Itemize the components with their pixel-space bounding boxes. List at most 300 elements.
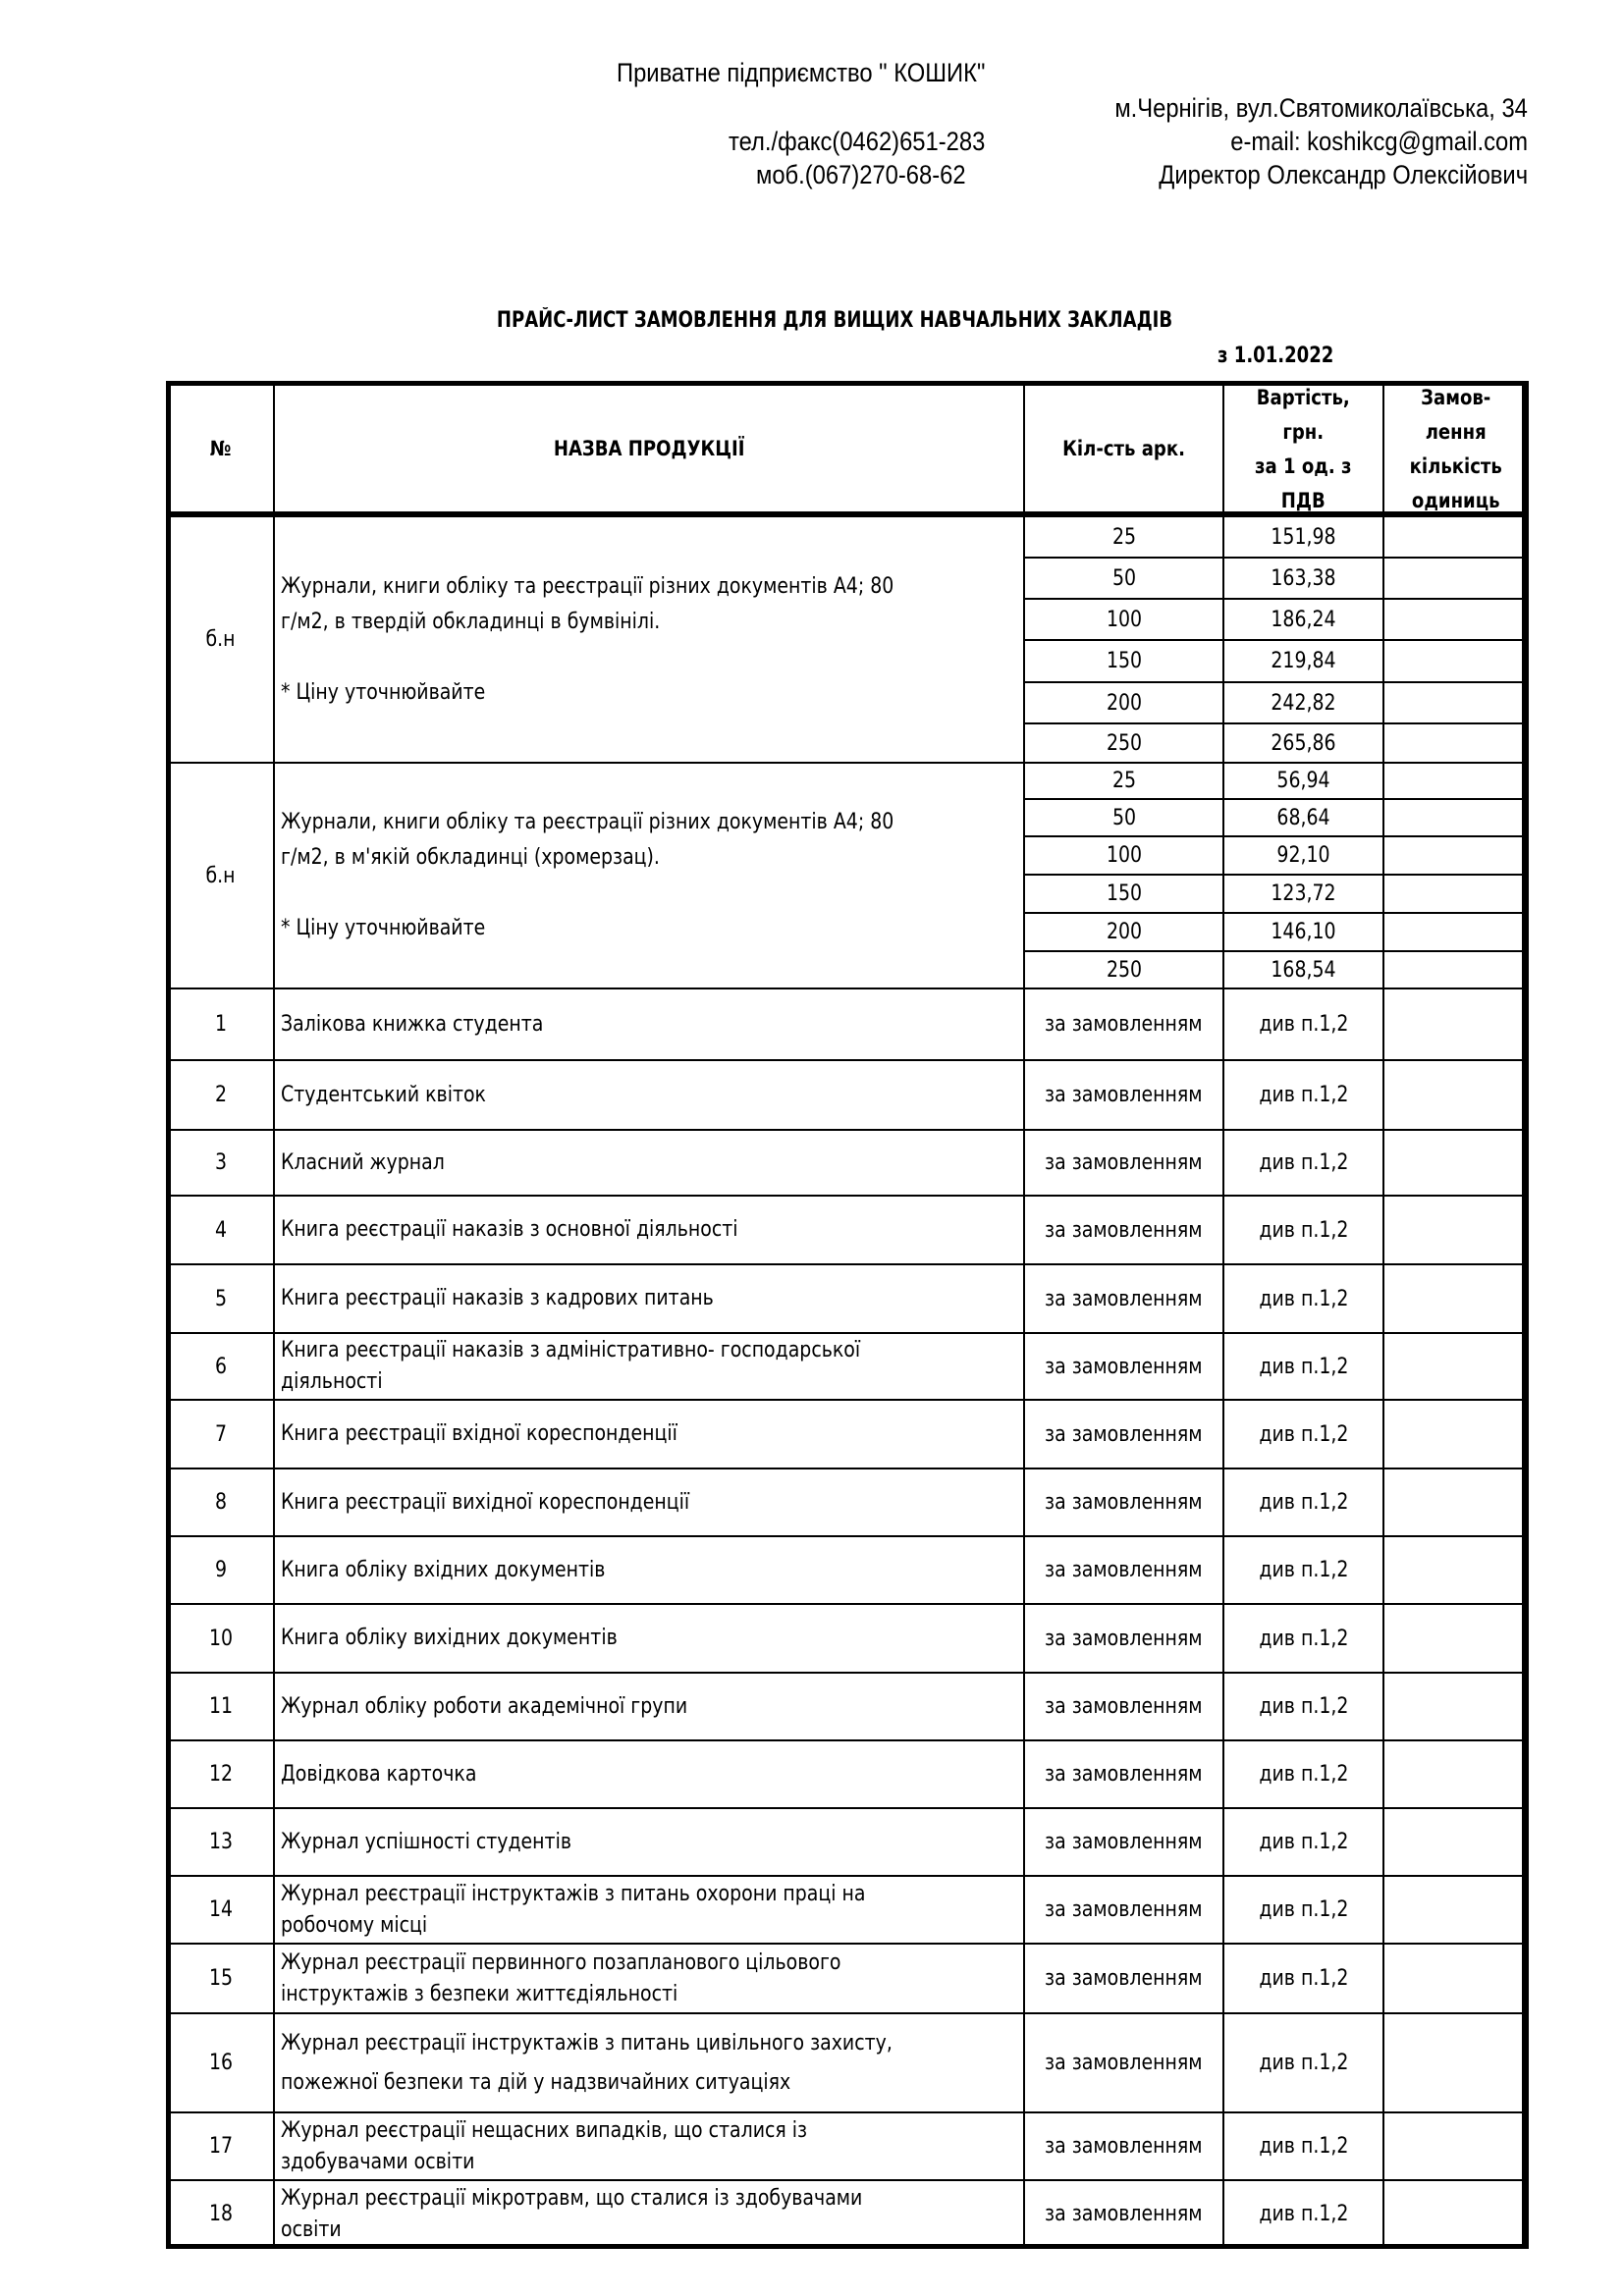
item-price-text-line: див п.1,2 (1258, 2202, 1349, 2226)
item-num-text-line: 13 (208, 1830, 233, 1854)
item-sheets-text-line: за замовленням (1045, 1150, 1203, 1175)
item-sheets-text (1045, 1490, 1202, 1515)
item-num-text (208, 1627, 232, 1651)
header-sheets-text-line: Кіл-сть арк. (1062, 437, 1185, 460)
item-sheets-text-line: за замовленням (1045, 2051, 1203, 2075)
price-value-line: 123,72 (1271, 881, 1336, 906)
item-sheets-text-line: за замовленням (1045, 1217, 1203, 1243)
order-quantity-input[interactable] (1382, 1332, 1529, 1401)
item-name (273, 1535, 1025, 1605)
order-quantity-input[interactable] (1382, 1399, 1529, 1469)
item-name-text-line: інструктажів з безпеки життєдіяльності (281, 1981, 678, 2006)
item-sheets-text-line: за замовленням (1045, 1762, 1203, 1787)
group-num (166, 515, 275, 764)
company-mobile: моб.(067)270-68-62 (756, 160, 966, 189)
company-email: e-mail: koshikcg@gmail.com (1230, 127, 1528, 156)
group-name (273, 515, 1025, 764)
item-name-text-line: Книга обліку вхідних документів (281, 1557, 606, 1582)
item-sheets-text (1045, 1287, 1202, 1311)
price-cell (1222, 950, 1384, 989)
sheets-value (1111, 566, 1135, 591)
order-quantity-input[interactable] (1382, 1603, 1529, 1674)
item-name-text-line: Книга реєстрації вхідної кореспонденції (281, 1421, 677, 1446)
item-name-text (281, 1757, 476, 1792)
item-name-text-line: Журнал реєстрації мікротравм, що сталися із здобувачами (281, 2185, 863, 2211)
item-price-text-line: див п.1,2 (1258, 1897, 1349, 1922)
item-name (273, 1603, 1025, 1674)
price-value-line: 163,38 (1271, 565, 1336, 591)
company-phone: тел./факс(0462)651-283 (729, 127, 986, 156)
price-value-line: 186,24 (1271, 607, 1336, 632)
sheets-cell (1023, 681, 1224, 724)
header-name-text-line: НАЗВА ПРОДУКЦІЇ (553, 437, 745, 460)
item-name-text-line: Журнал успішності студентів (281, 1829, 571, 1854)
item-sheets-text (1045, 1627, 1202, 1651)
item-price-text (1259, 1287, 1348, 1311)
item-price (1222, 988, 1384, 1061)
sheets-cell (1023, 515, 1224, 559)
group-num-text (205, 864, 235, 888)
header-name (273, 381, 1025, 517)
header-price-text-line: грн. (1282, 419, 1325, 444)
header-sheets-text (1062, 432, 1185, 466)
sheets-value-line: 250 (1106, 957, 1142, 983)
price-value (1271, 731, 1335, 756)
item-price-text-line: див п.1,2 (1258, 1286, 1349, 1311)
item-num-text (214, 1355, 226, 1379)
price-date: з 1.01.2022 (1218, 344, 1334, 368)
order-quantity-input[interactable] (1382, 835, 1529, 876)
item-sheets-text (1045, 1762, 1202, 1787)
item-name-text (281, 1553, 605, 1588)
item-name (273, 1059, 1025, 1131)
item-price (1222, 1807, 1384, 1877)
header-divider (166, 511, 1527, 517)
item-num-text-line: 11 (208, 1694, 233, 1719)
item-num (166, 1129, 275, 1197)
item-num (166, 1263, 275, 1334)
header-order (1382, 381, 1529, 517)
item-sheets (1023, 1875, 1224, 1945)
item-name-text-line: робочому місці (281, 1912, 428, 1938)
item-sheets (1023, 2012, 1224, 2113)
order-quantity-input[interactable] (1382, 912, 1529, 952)
item-price-text-line: див п.1,2 (1258, 1012, 1349, 1037)
price-note: * Ціну уточнюйвайте (281, 679, 486, 705)
item-price-text (1259, 1490, 1348, 1515)
item-price (1222, 1468, 1384, 1537)
item-sheets-text (1045, 1897, 1202, 1922)
item-price-text (1259, 1627, 1348, 1651)
item-price-text-line: див п.1,2 (1258, 1694, 1349, 1719)
item-num (166, 1468, 275, 1537)
item-num-text-line: 2 (214, 1083, 227, 1107)
item-price (1222, 2012, 1384, 2113)
sheets-cell (1023, 598, 1224, 641)
item-price (1222, 1332, 1384, 1401)
order-quantity-input[interactable] (1382, 1807, 1529, 1877)
item-num-text-line: 8 (214, 1490, 227, 1515)
item-num-text-line: 14 (208, 1897, 233, 1922)
item-sheets (1023, 2179, 1224, 2249)
item-price-text-line: див п.1,2 (1258, 1626, 1349, 1651)
sheets-value-line: 50 (1111, 565, 1136, 591)
item-price-text-line: див п.1,2 (1258, 1217, 1349, 1243)
item-price-text-line: див п.1,2 (1258, 1354, 1349, 1379)
item-num-text (214, 1083, 226, 1107)
item-name-text-line: здобувачами освіти (281, 2149, 475, 2174)
price-cell (1222, 762, 1384, 800)
item-num-text (214, 1558, 226, 1582)
item-name-text (281, 1146, 445, 1181)
group-name-line: г/м2, в м'якій обкладинці (хромерзац). (281, 845, 660, 870)
item-name-text-line: Студентський квіток (281, 1082, 486, 1107)
sheets-cell (1023, 557, 1224, 600)
price-cell (1222, 515, 1384, 559)
item-sheets-text (1045, 1012, 1202, 1037)
sheets-value (1111, 525, 1135, 550)
order-quantity-input[interactable] (1382, 1468, 1529, 1537)
item-name-text (281, 1281, 714, 1316)
item-name (273, 1399, 1025, 1469)
item-sheets-text-line: за замовленням (1045, 1966, 1203, 1991)
sheets-value-line: 50 (1111, 805, 1136, 830)
sheets-value-line: 150 (1106, 881, 1142, 906)
sheets-value (1106, 649, 1141, 673)
price-cell (1222, 681, 1384, 724)
item-name-text (281, 2024, 893, 2103)
item-sheets-text-line: за замовленням (1045, 1694, 1203, 1719)
header-order-text-line: кількість (1409, 454, 1502, 478)
order-quantity-input[interactable] (1382, 950, 1529, 989)
header-price (1222, 381, 1384, 517)
item-price-text (1259, 1355, 1348, 1379)
order-quantity-input[interactable] (1382, 557, 1529, 600)
item-sheets-text-line: за замовленням (1045, 1830, 1203, 1854)
item-price-text (1259, 1762, 1348, 1787)
item-num-text (208, 1830, 232, 1854)
item-num (166, 1875, 275, 1945)
item-price (1222, 1195, 1384, 1265)
item-num (166, 1399, 275, 1469)
item-num (166, 1603, 275, 1674)
item-name (273, 988, 1025, 1061)
item-price-text-line: див п.1,2 (1258, 1490, 1349, 1515)
header-order-text-line: одиниць (1411, 488, 1500, 512)
item-num-text-line: 3 (214, 1150, 227, 1175)
item-price-text-line: див п.1,2 (1258, 1830, 1349, 1854)
item-name (273, 1195, 1025, 1265)
item-sheets (1023, 1807, 1224, 1877)
item-price-text-line: див п.1,2 (1258, 2051, 1349, 2075)
order-quantity-input[interactable] (1382, 639, 1529, 683)
group-name-line: Журнали, книги обліку та реєстрації різних документів А4; 80 (281, 573, 894, 599)
sheets-value-line: 25 (1111, 769, 1136, 793)
item-price (1222, 1739, 1384, 1809)
item-name (273, 1739, 1025, 1809)
item-price-text (1259, 2051, 1348, 2075)
item-price (1222, 1603, 1384, 1674)
item-price-text (1259, 2202, 1348, 2226)
header-name-text (554, 432, 745, 466)
header-price-text (1255, 381, 1351, 518)
price-cell (1222, 798, 1384, 837)
item-num-text (214, 1287, 226, 1311)
item-sheets-text-line: за замовленням (1045, 1354, 1203, 1379)
item-sheets (1023, 1739, 1224, 1809)
item-num-text-line: 6 (214, 1354, 227, 1379)
price-value-line: 151,98 (1271, 524, 1336, 550)
item-price-text-line: див п.1,2 (1258, 1083, 1349, 1107)
item-name-text (281, 2183, 862, 2246)
item-num-text-line: 17 (208, 2134, 233, 2159)
group-name-text (281, 805, 893, 946)
order-quantity-input[interactable] (1382, 798, 1529, 837)
sheets-cell (1023, 722, 1224, 764)
company-director: Директор Олександр Олексійович (1159, 160, 1528, 189)
item-sheets-text (1045, 1422, 1202, 1447)
item-name-text (281, 1416, 677, 1452)
header-price-text-line: Вартість, (1256, 385, 1351, 409)
item-name (273, 1672, 1025, 1741)
item-price-text (1259, 1897, 1348, 1922)
item-price (1222, 1399, 1384, 1469)
item-num-text-line: 18 (208, 2202, 233, 2226)
group-name (273, 762, 1025, 989)
item-sheets (1023, 2111, 1224, 2181)
sheets-value (1106, 843, 1141, 868)
item-num (166, 2179, 275, 2249)
price-value-line: 242,82 (1271, 690, 1336, 716)
price-value (1271, 649, 1335, 673)
order-quantity-input[interactable] (1382, 1535, 1529, 1605)
item-name-text-line: Журнал реєстрації інструктажів з питань цивільного захисту, (281, 2030, 893, 2056)
item-num-text-line: 4 (214, 1217, 227, 1243)
order-quantity-input[interactable] (1382, 681, 1529, 724)
order-quantity-input[interactable] (1382, 874, 1529, 914)
sheets-value-line: 150 (1106, 649, 1142, 673)
item-sheets-text (1045, 1150, 1202, 1175)
order-quantity-input[interactable] (1382, 2111, 1529, 2181)
item-price-text-line: див п.1,2 (1258, 1762, 1349, 1787)
order-quantity-input[interactable] (1382, 1263, 1529, 1334)
header-order-text-line: Замов- (1420, 385, 1491, 409)
item-name-text-line: пожежної безпеки та дій у надзвичайних ситуаціях (281, 2069, 791, 2095)
item-sheets-text-line: за замовленням (1045, 1286, 1203, 1311)
header-order-text (1409, 381, 1501, 518)
order-quantity-input[interactable] (1382, 2012, 1529, 2113)
item-name-text-line: Книга обліку вихідних документів (281, 1626, 618, 1650)
item-price (1222, 1263, 1384, 1334)
item-sheets-text (1045, 2202, 1202, 2226)
order-quantity-input[interactable] (1382, 1875, 1529, 1945)
price-value (1276, 843, 1329, 868)
order-quantity-input[interactable] (1382, 1195, 1529, 1265)
item-name-text (281, 1879, 865, 1942)
item-name (273, 1943, 1025, 2014)
item-name-text (281, 1621, 618, 1656)
item-name-text (281, 1078, 486, 1113)
item-sheets-text (1045, 1218, 1202, 1243)
sheets-cell (1023, 798, 1224, 837)
item-price-text (1259, 1422, 1348, 1447)
price-value-line: 265,86 (1271, 730, 1336, 756)
price-value (1271, 608, 1335, 632)
price-value (1271, 525, 1335, 550)
item-name (273, 1875, 1025, 1945)
item-sheets (1023, 1129, 1224, 1197)
item-name (273, 1263, 1025, 1334)
group-name-text (281, 569, 893, 711)
header-num-text-line: № (209, 437, 232, 460)
item-num (166, 1195, 275, 1265)
header-order-text-line: лення (1425, 419, 1487, 444)
order-quantity-input[interactable] (1382, 2179, 1529, 2249)
item-sheets-text (1045, 1694, 1202, 1719)
order-quantity-input[interactable] (1382, 1129, 1529, 1197)
sheets-value-line: 100 (1106, 607, 1142, 632)
item-sheets-text-line: за замовленням (1045, 2134, 1203, 2159)
item-name-text-line: Журнал обліку роботи академічної групи (281, 1693, 688, 1719)
item-price-text-line: див п.1,2 (1258, 1150, 1349, 1175)
price-value-line: 168,54 (1271, 957, 1336, 983)
item-price-text (1259, 2134, 1348, 2159)
price-cell (1222, 835, 1384, 876)
sheets-cell (1023, 874, 1224, 914)
item-name-text-line: Залікова книжка студента (281, 1011, 544, 1037)
header-num-text (210, 432, 232, 466)
price-cell (1222, 722, 1384, 764)
item-name-text (281, 1948, 841, 2010)
item-name (273, 2012, 1025, 2113)
item-sheets (1023, 1943, 1224, 2014)
item-sheets-text-line: за замовленням (1045, 1083, 1203, 1107)
sheets-value-line: 25 (1111, 524, 1136, 550)
item-sheets-text-line: за замовленням (1045, 1897, 1203, 1922)
item-name (273, 2179, 1025, 2249)
item-name-text-line: Книга реєстрації наказів з кадрових питань (281, 1286, 714, 1310)
price-value (1271, 691, 1335, 716)
item-num-text (208, 2134, 232, 2159)
item-num-text-line: 15 (208, 1966, 233, 1991)
price-value (1271, 566, 1335, 591)
header-price-text-line: за 1 од. з (1255, 454, 1352, 478)
item-name (273, 1468, 1025, 1537)
item-price-text-line: див п.1,2 (1258, 2134, 1349, 2159)
order-quantity-input[interactable] (1382, 1059, 1529, 1131)
item-num (166, 1332, 275, 1401)
price-value-line: 68,64 (1276, 805, 1330, 830)
item-sheets-text-line: за замовленням (1045, 1012, 1203, 1037)
item-num-text-line: 9 (214, 1558, 227, 1582)
item-sheets (1023, 1263, 1224, 1334)
order-quantity-input[interactable] (1382, 1943, 1529, 2014)
item-sheets-text (1045, 2134, 1202, 2159)
order-quantity-input[interactable] (1382, 515, 1529, 559)
price-cell (1222, 912, 1384, 952)
item-num-text-line: 12 (208, 1762, 233, 1787)
spacer (281, 640, 893, 675)
sheets-value-line: 200 (1106, 690, 1142, 716)
price-value (1271, 881, 1335, 906)
sheets-cell (1023, 762, 1224, 800)
order-quantity-input[interactable] (1382, 1739, 1529, 1809)
item-sheets (1023, 1468, 1224, 1537)
item-num (166, 1059, 275, 1131)
group-name-line: г/м2, в твердій обкладинці в бумвінілі. (281, 609, 661, 634)
item-num (166, 1672, 275, 1741)
item-num-text (214, 1012, 226, 1037)
sheets-value (1106, 731, 1141, 756)
item-num-text (208, 1694, 232, 1719)
item-sheets-text (1045, 2051, 1202, 2075)
price-value-line: 219,84 (1271, 649, 1336, 673)
price-value (1271, 958, 1335, 983)
header-sheets (1023, 381, 1224, 517)
item-num (166, 1535, 275, 1605)
item-num-text-line: 5 (214, 1286, 227, 1311)
item-name-text (281, 1689, 687, 1725)
sheets-value (1106, 691, 1141, 716)
item-price-text (1259, 1083, 1348, 1107)
item-name-text-line: Довідкова карточка (281, 1761, 477, 1787)
header-num (166, 381, 275, 517)
item-num-text (208, 1966, 232, 1991)
sheets-cell (1023, 950, 1224, 989)
order-quantity-input[interactable] (1382, 722, 1529, 764)
item-name-text (281, 1335, 860, 1398)
item-sheets-text (1045, 1355, 1202, 1379)
item-price (1222, 2111, 1384, 2181)
order-quantity-input[interactable] (1382, 988, 1529, 1061)
item-price-text (1259, 1012, 1348, 1037)
group-num-text-line: б.н (205, 627, 236, 652)
item-sheets-text-line: за замовленням (1045, 1626, 1203, 1651)
item-sheets-text (1045, 1558, 1202, 1582)
item-num (166, 1807, 275, 1877)
item-num-text (208, 1897, 232, 1922)
company-address: м.Чернігів, вул.Святомиколаївська, 34 (1114, 93, 1528, 123)
item-sheets-text-line: за замовленням (1045, 1490, 1203, 1515)
item-name-text-line: освіти (281, 2216, 342, 2242)
item-name (273, 1332, 1025, 1401)
group-num-text-line: б.н (205, 863, 236, 888)
item-name-text-line: Журнал реєстрації інструктажів з питань охорони праці на (281, 1881, 866, 1906)
price-value-line: 56,94 (1276, 769, 1330, 793)
item-num-text (214, 1490, 226, 1515)
item-price-text (1259, 1830, 1348, 1854)
item-num-text-line: 16 (208, 2051, 233, 2075)
page-title: ПРАЙС-ЛИСТ ЗАМОВЛЕННЯ ДЛЯ ВИЩИХ НАВЧАЛЬНИХ ЗАКЛАДІВ (496, 308, 1173, 333)
price-value (1276, 806, 1329, 830)
price-cell (1222, 639, 1384, 683)
item-sheets-text (1045, 1083, 1202, 1107)
order-quantity-input[interactable] (1382, 762, 1529, 800)
sheets-value (1106, 958, 1141, 983)
item-price-text (1259, 1558, 1348, 1582)
item-name-text-line: Книга реєстрації наказів з основної діяльності (281, 1217, 738, 1242)
item-num (166, 1739, 275, 1809)
order-quantity-input[interactable] (1382, 598, 1529, 641)
item-sheets (1023, 1603, 1224, 1674)
price-value-line: 146,10 (1271, 920, 1336, 944)
item-sheets-text (1045, 1830, 1202, 1854)
item-sheets (1023, 1399, 1224, 1469)
item-num (166, 2012, 275, 2113)
item-price (1222, 1672, 1384, 1741)
item-name-text-line: Книга реєстрації наказів з адміністративно- господарської (281, 1338, 861, 1362)
order-quantity-input[interactable] (1382, 1672, 1529, 1741)
